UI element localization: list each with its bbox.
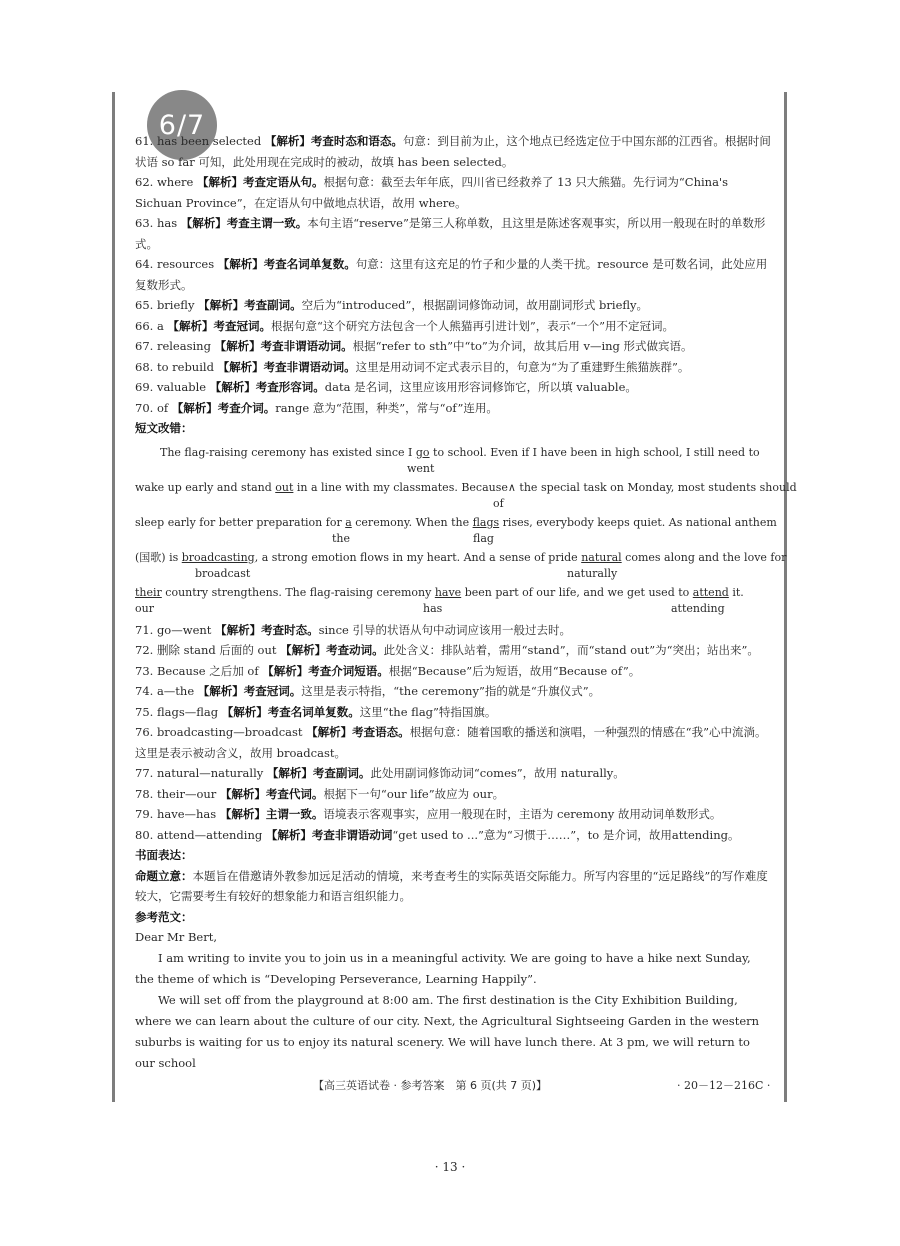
answer-content — [135, 131, 797, 1074]
answer-item — [135, 661, 771, 682]
answer-item — [135, 681, 771, 702]
analysis-text: 根据“refer to sth”中“to”为介词，故其后用 v—ing 形式做宾语。 — [352, 339, 693, 353]
writing-heading: 书面表达： — [135, 848, 193, 862]
answer-item — [135, 336, 771, 357]
answer-number: 74. a—the — [135, 684, 195, 698]
correction-insert: went — [407, 461, 435, 475]
answer-number: 68. to rebuild — [135, 359, 214, 374]
analysis-tag: 【解析】考查非谓语动词 — [265, 827, 393, 842]
answer-number: 63. has — [135, 216, 178, 230]
answer-number: 77. natural—naturally — [135, 766, 264, 780]
analysis-text: “get used to ...”意为“习惯于……”，to 是介词，故用attending。 — [392, 827, 740, 842]
passage-line-1: The flag-raising ceremony has existed since I go to school. Even if I have been in high school, I still need to went — [135, 441, 771, 476]
analysis-text: 根据句意“这个研究方法包含一个人熊猫再引进计划”，表示“一个”用不定冠词。 — [270, 318, 674, 333]
analysis-text: 根据下一句“our life”故应为 our。 — [323, 786, 505, 801]
analysis-text: 根据句意：随着国歌的播送和演唱，一种强烈的情感在“我”心中流淌。这里是表示被动含义，故用 broadcast。 — [135, 725, 767, 760]
model-letter — [135, 927, 771, 1074]
right-border-line — [784, 92, 787, 1102]
answer-item — [135, 398, 771, 419]
answer-item — [135, 213, 771, 254]
analysis-tag: 【解析】考查时态和语态。 — [264, 134, 403, 148]
analysis-tag: 【解析】考查副词。 — [266, 766, 371, 780]
answer-number: 72. 删除 stand 后面的 out — [135, 643, 277, 657]
page-counter-badge: 6/7 — [147, 90, 217, 160]
footer-title: 【高三英语试卷 · 参考答案 第 6 页(共 7 页)】 — [313, 1079, 548, 1092]
answer-number: 64. resources — [135, 257, 215, 271]
answer-number: 70. of — [135, 400, 169, 415]
analysis-tag: 【解析】考查名词单复数。 — [217, 257, 356, 271]
analysis-tag: 【解析】考查名词单复数。 — [221, 704, 360, 719]
analysis-tag: 【解析】考查语态。 — [306, 725, 410, 739]
letter-salutation: Dear Mr Bert, — [135, 930, 217, 944]
answer-item — [135, 131, 771, 172]
analysis-tag: 【解析】考查介词短语。 — [262, 663, 389, 678]
answer-number: 65. briefly — [135, 298, 195, 312]
analysis-text: range 意为“范围，种类”，常与“of”连用。 — [275, 400, 498, 415]
analysis-tag: 【解析】考查动词。 — [280, 643, 384, 657]
answer-number: 67. releasing — [135, 339, 211, 353]
model-essay-heading: 参考范文： — [135, 909, 193, 924]
answer-number: 61. has been selected — [135, 134, 262, 148]
answer-item — [135, 804, 771, 825]
analysis-text: 此处用副词修饰动词“comes”，故用 naturally。 — [370, 766, 625, 780]
answer-number: 73. Because 之后加 of — [135, 663, 259, 678]
analysis-text: 此处含义：排队站着，需用“stand”，而“stand out”为“突出；站出来”。 — [383, 643, 759, 657]
analysis-tag: 【解析】考查冠词。 — [197, 684, 302, 698]
answer-number: 62. where — [135, 175, 194, 189]
correction-insert: attending — [671, 601, 725, 615]
correction-insert: has — [423, 601, 443, 615]
analysis-text: 这里是表示特指，“the ceremony”指的就是“升旗仪式”。 — [301, 684, 601, 698]
correction-heading: 短文改错： — [135, 421, 193, 435]
analysis-tag: 【解析】考查非谓语动词。 — [217, 359, 356, 374]
answer-item — [135, 640, 771, 661]
writing-intent: 命题立意：本题旨在借邀请外教参加远足活动的情境，来考查考生的实际英语交际能力。所写内容里的“远足路线”的写作难度较大，它需要考生有较好的想象能力和语言组织能力。 — [135, 868, 768, 903]
analysis-text: 句意：到目前为止，这个地点已经选定位于中国东部的江西省。根据时间状语 so far 可知，此处用现在完成时的被动，故填 has been selected。 — [135, 134, 771, 169]
answer-number: 80. attend—attending — [135, 827, 263, 842]
analysis-tag: 【解析】考查冠词。 — [167, 318, 271, 333]
answer-number: 75. flags—flag — [135, 704, 219, 719]
answer-number: 71. go—went — [135, 622, 212, 637]
correction-insert: of — [493, 496, 504, 510]
analysis-tag: 【解析】考查介词。 — [171, 400, 276, 415]
footer-code: · 20－12－216C · — [677, 1079, 771, 1092]
answer-item — [135, 620, 771, 641]
answer-item — [135, 357, 771, 378]
answer-item — [135, 763, 771, 784]
answer-item — [135, 254, 771, 295]
correction-insert: our — [135, 601, 154, 615]
answer-number: 66. a — [135, 318, 164, 333]
answer-item — [135, 295, 771, 316]
passage-line-5: their country strengthens. The flag-raising ceremony have been part of our life, and we get used to attend it. our has attending — [135, 581, 771, 616]
analysis-tag: 【解析】考查主谓一致。 — [180, 216, 308, 230]
passage-line-2: wake up early and stand out in a line with my classmates. Because∧ the special task on Monday, most students should of — [135, 476, 771, 511]
answer-item — [135, 702, 771, 723]
correction-answers — [135, 620, 771, 846]
answer-number: 78. their—our — [135, 786, 217, 801]
left-border-line — [112, 92, 115, 1102]
analysis-text: 这里是用动词不定式表示目的，句意为“为了重建野生熊猫族群”。 — [355, 359, 690, 374]
answer-number: 76. broadcasting—broadcast — [135, 725, 303, 739]
correction-insert: the — [332, 531, 351, 545]
grammar-fill-answers — [135, 131, 771, 418]
analysis-text: 语境表示客观事实，应用一般现在时，主语为 ceremony 故用动词单数形式。 — [323, 807, 722, 821]
correction-insert: naturally — [567, 566, 618, 580]
analysis-tag: 【解析】考查非谓语动词。 — [214, 339, 353, 353]
answer-item — [135, 722, 771, 763]
analysis-text: data 是名词，这里应该用形容词修饰它，所以填 valuable。 — [324, 380, 637, 394]
answer-item — [135, 316, 771, 337]
answer-number: 69. valuable — [135, 380, 207, 394]
page-number: · 13 · — [434, 1160, 466, 1174]
correction-insert: broadcast — [195, 566, 251, 580]
answer-number: 79. have—has — [135, 807, 217, 821]
passage-line-4: (国歌) is broadcasting, a strong emotion flows in my heart. And a sense of pride natural comes along and the love for broadcast naturally — [135, 546, 771, 581]
analysis-text: 根据“Because”后为短语，故用“Because of”。 — [388, 663, 641, 678]
analysis-text: 这里“the flag”特指国旗。 — [359, 704, 497, 719]
analysis-text: 根据句意：截至去年年底，四川省已经救养了 13 只大熊猫。先行词为“China's Sichuan Province”，在定语从句中做地点状语，故用 where。 — [135, 175, 728, 210]
letter-paragraph: I am writing to invite you to join us in a meaningful activity. We are going to have a hike next Sunday, the theme of which is “Developing Perseverance, Learning Happily”. — [135, 951, 751, 986]
analysis-tag: 【解析】考查代词。 — [219, 786, 324, 801]
analysis-text: since 引导的状语从句中动词应该用一般过去时。 — [318, 622, 571, 637]
analysis-tag: 【解析】考查时态。 — [215, 622, 319, 637]
answer-item — [135, 377, 771, 398]
passage-line-3: sleep early for better preparation for a ceremony. When the flags rises, everybody keeps quiet. As national anthem the flag — [135, 511, 771, 546]
analysis-text: 空后为“introduced”，根据副词修饰动词，故用副词形式 briefly。 — [301, 298, 649, 312]
analysis-text: 本句主语“reserve”是第三人称单数，且这里是陈述客观事实，所以用一般现在时的单数形式。 — [135, 216, 766, 251]
analysis-tag: 【解析】考查副词。 — [198, 298, 302, 312]
analysis-tag: 【解析】主谓一致。 — [219, 807, 324, 821]
correction-passage — [135, 441, 797, 616]
answer-item — [135, 172, 771, 213]
letter-paragraph: We will set off from the playground at 8:00 am. The first destination is the City Exhibition Building, where we can learn about the culture of our city. Next, the Agricultural Sightseeing Garden in the western suburbs is waiting for us to enjoy its natural scenery. We will have lunch there. At 3 pm, we will return to our school — [135, 993, 760, 1070]
analysis-text: 句意：这里有这充足的竹子和少量的人类干扰。resource 是可数名词，此处应用复数形式。 — [135, 257, 768, 292]
correction-insert: flag — [473, 531, 494, 545]
answer-item — [135, 825, 771, 846]
analysis-tag: 【解析】考查定语从句。 — [196, 175, 324, 189]
analysis-tag: 【解析】考查形容词。 — [209, 380, 325, 394]
answer-item — [135, 784, 771, 805]
